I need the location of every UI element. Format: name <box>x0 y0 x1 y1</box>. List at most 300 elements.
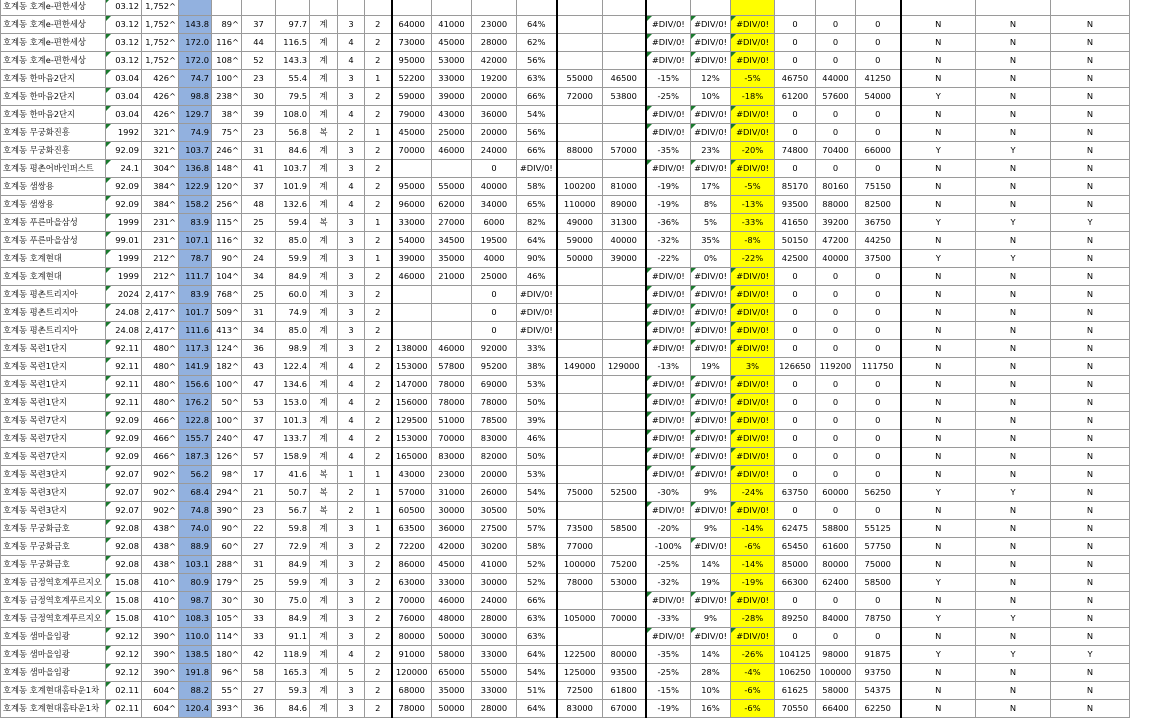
cell[interactable] <box>472 0 517 16</box>
cell[interactable]: -6% <box>731 700 775 718</box>
cell[interactable]: 호계동 샘마을임광 <box>1 646 106 664</box>
cell[interactable]: 1 <box>365 250 392 268</box>
cell[interactable]: 126^ <box>212 448 242 466</box>
cell[interactable]: 480^ <box>142 376 179 394</box>
cell[interactable]: N <box>1051 250 1130 268</box>
cell[interactable]: 0 <box>775 304 816 322</box>
cell[interactable]: 3 <box>338 520 365 538</box>
cell[interactable]: 2,417^ <box>142 286 179 304</box>
cell[interactable]: 410^ <box>142 574 179 592</box>
cell[interactable]: 0 <box>816 106 856 124</box>
cell[interactable]: 0 <box>775 286 816 304</box>
cell[interactable]: 20000 <box>472 124 517 142</box>
cell[interactable]: 74.0 <box>179 520 212 538</box>
cell[interactable]: 390^ <box>142 664 179 682</box>
cell[interactable]: N <box>976 232 1051 250</box>
cell[interactable]: 75150 <box>856 178 901 196</box>
cell[interactable] <box>392 322 432 340</box>
cell[interactable]: 28000 <box>472 610 517 628</box>
cell[interactable]: 호계동 금정역호계푸르지오 <box>1 574 106 592</box>
cell[interactable]: N <box>901 268 976 286</box>
cell[interactable]: 38% <box>517 358 557 376</box>
cell[interactable]: 49000 <box>557 214 603 232</box>
cell[interactable] <box>310 0 338 16</box>
cell[interactable]: 288^ <box>212 556 242 574</box>
cell[interactable]: 41000 <box>472 556 517 574</box>
cell[interactable]: 27500 <box>472 520 517 538</box>
cell[interactable]: N <box>901 538 976 556</box>
cell[interactable]: 0 <box>775 412 816 430</box>
cell[interactable]: #DIV/0! <box>731 430 775 448</box>
cell[interactable]: 426^ <box>142 106 179 124</box>
cell[interactable]: 31300 <box>603 214 646 232</box>
cell[interactable]: 438^ <box>142 556 179 574</box>
cell[interactable]: 70000 <box>392 142 432 160</box>
cell[interactable]: #DIV/0! <box>517 304 557 322</box>
cell[interactable]: 33000 <box>472 646 517 664</box>
cell[interactable]: 50^ <box>212 394 242 412</box>
cell[interactable]: 39% <box>517 412 557 430</box>
cell[interactable]: 44 <box>242 34 276 52</box>
cell[interactable]: N <box>901 340 976 358</box>
cell[interactable]: 64% <box>517 700 557 718</box>
cell[interactable]: 3 <box>338 286 365 304</box>
cell[interactable]: 39000 <box>432 88 472 106</box>
cell[interactable]: 0 <box>816 412 856 430</box>
cell[interactable]: 95000 <box>392 178 432 196</box>
cell[interactable]: 20000 <box>472 88 517 106</box>
cell[interactable]: 25 <box>242 286 276 304</box>
cell[interactable]: 호계동 샘마을임광 <box>1 664 106 682</box>
cell[interactable]: -8% <box>731 232 775 250</box>
cell[interactable]: 호계동 호계현대 <box>1 268 106 286</box>
cell[interactable]: 80000 <box>392 628 432 646</box>
cell[interactable]: 89250 <box>775 610 816 628</box>
cell[interactable] <box>557 322 603 340</box>
cell[interactable]: 57600 <box>816 88 856 106</box>
cell[interactable]: 03.04 <box>106 70 142 88</box>
cell[interactable]: #DIV/0! <box>731 16 775 34</box>
cell[interactable]: #DIV/0! <box>731 268 775 286</box>
cell[interactable]: 30500 <box>472 502 517 520</box>
cell[interactable]: 46000 <box>432 592 472 610</box>
cell[interactable]: 321^ <box>142 142 179 160</box>
cell[interactable]: 76000 <box>392 610 432 628</box>
cell[interactable]: 52200 <box>392 70 432 88</box>
cell[interactable]: 100000 <box>816 664 856 682</box>
cell[interactable]: 1999 <box>106 214 142 232</box>
cell[interactable]: 58 <box>242 664 276 682</box>
cell[interactable]: 604^ <box>142 682 179 700</box>
cell[interactable] <box>603 322 646 340</box>
cell[interactable]: 호계동 호계e-편한세상 <box>1 34 106 52</box>
cell[interactable]: 35000 <box>432 682 472 700</box>
cell[interactable]: 37500 <box>856 250 901 268</box>
cell[interactable]: Y <box>901 610 976 628</box>
cell[interactable]: #DIV/0! <box>646 628 691 646</box>
cell[interactable]: #DIV/0! <box>691 304 731 322</box>
cell[interactable]: -19% <box>646 700 691 718</box>
cell[interactable]: 41650 <box>775 214 816 232</box>
cell[interactable]: 93500 <box>775 196 816 214</box>
cell[interactable]: #DIV/0! <box>731 52 775 70</box>
cell[interactable]: 17 <box>242 466 276 484</box>
cell[interactable]: 84.9 <box>276 556 310 574</box>
cell[interactable]: 83.9 <box>179 286 212 304</box>
cell[interactable]: Y <box>976 250 1051 268</box>
cell[interactable]: 36 <box>242 340 276 358</box>
cell[interactable]: 계 <box>310 592 338 610</box>
cell[interactable] <box>603 106 646 124</box>
cell[interactable]: 172.0 <box>179 52 212 70</box>
cell[interactable]: 92.11 <box>106 394 142 412</box>
cell[interactable]: 466^ <box>142 430 179 448</box>
cell[interactable]: #DIV/0! <box>646 412 691 430</box>
cell[interactable] <box>603 430 646 448</box>
cell[interactable]: -13% <box>731 196 775 214</box>
cell[interactable]: 계 <box>310 250 338 268</box>
cell[interactable]: 68000 <box>392 682 432 700</box>
cell[interactable]: 56.8 <box>276 124 310 142</box>
cell[interactable]: 393^ <box>212 700 242 718</box>
cell[interactable]: 33000 <box>432 70 472 88</box>
cell[interactable]: 1 <box>338 466 365 484</box>
cell[interactable]: N <box>901 34 976 52</box>
cell[interactable]: 77000 <box>557 538 603 556</box>
cell[interactable]: 54% <box>517 664 557 682</box>
cell[interactable]: 3 <box>338 70 365 88</box>
cell[interactable]: 3 <box>338 700 365 718</box>
cell[interactable]: 93500 <box>603 664 646 682</box>
cell[interactable]: -35% <box>646 646 691 664</box>
cell[interactable]: N <box>976 520 1051 538</box>
cell[interactable] <box>603 592 646 610</box>
cell[interactable]: #DIV/0! <box>731 322 775 340</box>
cell[interactable]: 25 <box>242 574 276 592</box>
cell[interactable]: N <box>1051 538 1130 556</box>
cell[interactable]: 호계동 한마음2단지 <box>1 70 106 88</box>
cell[interactable]: Y <box>901 250 976 268</box>
cell[interactable]: 계 <box>310 520 338 538</box>
cell[interactable]: #DIV/0! <box>691 52 731 70</box>
cell[interactable]: 105^ <box>212 610 242 628</box>
cell[interactable]: 92.12 <box>106 646 142 664</box>
cell[interactable]: 33000 <box>432 574 472 592</box>
cell[interactable]: 304^ <box>142 160 179 178</box>
cell[interactable]: 92.08 <box>106 520 142 538</box>
cell[interactable]: 509^ <box>212 304 242 322</box>
cell[interactable]: N <box>901 520 976 538</box>
cell[interactable]: 0 <box>775 394 816 412</box>
cell[interactable]: 101.3 <box>276 412 310 430</box>
cell[interactable]: 74.9 <box>179 124 212 142</box>
cell[interactable]: 계 <box>310 574 338 592</box>
cell[interactable]: 84.6 <box>276 142 310 160</box>
cell[interactable]: 438^ <box>142 520 179 538</box>
cell[interactable]: 2,417^ <box>142 304 179 322</box>
cell[interactable]: 59000 <box>557 232 603 250</box>
cell[interactable]: 계 <box>310 232 338 250</box>
cell[interactable]: #DIV/0! <box>646 322 691 340</box>
cell[interactable]: 22 <box>242 520 276 538</box>
cell[interactable]: 02.11 <box>106 682 142 700</box>
cell[interactable]: 계 <box>310 376 338 394</box>
cell[interactable]: 1 <box>365 214 392 232</box>
cell[interactable] <box>432 0 472 16</box>
cell[interactable]: 62% <box>517 34 557 52</box>
cell[interactable]: 63500 <box>392 520 432 538</box>
cell[interactable]: #DIV/0! <box>691 34 731 52</box>
cell[interactable]: 902^ <box>142 484 179 502</box>
cell[interactable]: #DIV/0! <box>731 34 775 52</box>
cell[interactable]: 23 <box>242 70 276 88</box>
cell[interactable]: 39200 <box>816 214 856 232</box>
cell[interactable]: 40000 <box>816 250 856 268</box>
cell[interactable]: 60^ <box>212 538 242 556</box>
cell[interactable]: 3% <box>731 358 775 376</box>
cell[interactable]: 0 <box>856 268 901 286</box>
cell[interactable]: 계 <box>310 430 338 448</box>
cell[interactable]: #DIV/0! <box>731 394 775 412</box>
cell[interactable] <box>731 0 775 16</box>
cell[interactable]: 83000 <box>432 448 472 466</box>
cell[interactable]: 56250 <box>856 484 901 502</box>
cell[interactable]: -20% <box>646 520 691 538</box>
cell[interactable]: N <box>901 124 976 142</box>
cell[interactable]: 0 <box>816 502 856 520</box>
cell[interactable]: 158.2 <box>179 196 212 214</box>
cell[interactable]: -6% <box>731 538 775 556</box>
cell[interactable]: 45000 <box>432 556 472 574</box>
cell[interactable]: N <box>1051 520 1130 538</box>
cell[interactable]: N <box>901 664 976 682</box>
cell[interactable]: 92.12 <box>106 628 142 646</box>
cell[interactable]: N <box>1051 286 1130 304</box>
cell[interactable]: 9% <box>691 610 731 628</box>
cell[interactable]: 92.09 <box>106 448 142 466</box>
cell[interactable]: 72500 <box>557 682 603 700</box>
cell[interactable]: 120.4 <box>179 700 212 718</box>
cell[interactable]: 호계동 푸른마을삼성 <box>1 232 106 250</box>
cell[interactable]: 59.4 <box>276 214 310 232</box>
cell[interactable]: 63% <box>517 70 557 88</box>
cell[interactable]: 0 <box>472 304 517 322</box>
cell[interactable]: 2024 <box>106 286 142 304</box>
cell[interactable]: 83.9 <box>179 214 212 232</box>
cell[interactable]: 85000 <box>775 556 816 574</box>
cell[interactable]: 1 <box>365 466 392 484</box>
cell[interactable] <box>365 0 392 16</box>
cell[interactable]: 2 <box>365 376 392 394</box>
cell[interactable]: 90% <box>517 250 557 268</box>
cell[interactable]: 98.7 <box>179 592 212 610</box>
cell[interactable]: 호계동 샘마을임광 <box>1 628 106 646</box>
cell[interactable]: 108.3 <box>179 610 212 628</box>
cell[interactable]: 8% <box>691 196 731 214</box>
cell[interactable]: 147000 <box>392 376 432 394</box>
cell[interactable]: 107.1 <box>179 232 212 250</box>
cell[interactable]: 61800 <box>603 682 646 700</box>
cell[interactable]: 93750 <box>856 664 901 682</box>
cell[interactable]: 52500 <box>603 484 646 502</box>
cell[interactable]: Y <box>901 574 976 592</box>
cell[interactable] <box>557 340 603 358</box>
cell[interactable]: 53% <box>517 466 557 484</box>
cell[interactable]: 116^ <box>212 34 242 52</box>
cell[interactable]: 238^ <box>212 88 242 106</box>
cell[interactable]: 74.9 <box>276 304 310 322</box>
cell[interactable]: 148^ <box>212 160 242 178</box>
cell[interactable]: 1 <box>365 520 392 538</box>
cell[interactable]: 165000 <box>392 448 432 466</box>
cell[interactable]: 138.5 <box>179 646 212 664</box>
cell[interactable]: 75^ <box>212 124 242 142</box>
cell[interactable]: 3 <box>338 682 365 700</box>
cell[interactable]: 4 <box>338 52 365 70</box>
cell[interactable]: 4 <box>338 430 365 448</box>
cell[interactable] <box>557 448 603 466</box>
cell[interactable] <box>432 322 472 340</box>
cell[interactable]: 56.7 <box>276 502 310 520</box>
cell[interactable]: 179^ <box>212 574 242 592</box>
cell[interactable]: #DIV/0! <box>691 286 731 304</box>
cell[interactable]: 호계동 샘쌍용 <box>1 196 106 214</box>
cell[interactable]: N <box>901 160 976 178</box>
cell[interactable]: 4000 <box>472 250 517 268</box>
cell[interactable]: N <box>976 682 1051 700</box>
cell[interactable]: 0 <box>816 340 856 358</box>
cell[interactable]: 72200 <box>392 538 432 556</box>
cell[interactable]: 65450 <box>775 538 816 556</box>
cell[interactable] <box>557 502 603 520</box>
cell[interactable]: 30200 <box>472 538 517 556</box>
cell[interactable]: 390^ <box>142 646 179 664</box>
cell[interactable]: 계 <box>310 628 338 646</box>
cell[interactable]: 계 <box>310 664 338 682</box>
cell[interactable]: -14% <box>731 556 775 574</box>
cell[interactable]: 66000 <box>856 142 901 160</box>
cell[interactable]: 2 <box>365 16 392 34</box>
cell[interactable]: 호계동 목련3단지 <box>1 466 106 484</box>
cell[interactable]: 70400 <box>816 142 856 160</box>
cell[interactable]: 99.01 <box>106 232 142 250</box>
cell[interactable] <box>603 412 646 430</box>
cell[interactable]: 계 <box>310 646 338 664</box>
cell[interactable] <box>603 376 646 394</box>
cell[interactable]: 61200 <box>775 88 816 106</box>
cell[interactable] <box>557 124 603 142</box>
cell[interactable]: 2 <box>365 304 392 322</box>
cell[interactable]: N <box>976 466 1051 484</box>
cell[interactable]: 92.07 <box>106 502 142 520</box>
cell[interactable]: #DIV/0! <box>731 502 775 520</box>
cell[interactable]: 48000 <box>432 610 472 628</box>
cell[interactable]: N <box>901 556 976 574</box>
cell[interactable]: 41250 <box>856 70 901 88</box>
cell[interactable]: N <box>976 196 1051 214</box>
cell[interactable]: 50000 <box>432 628 472 646</box>
cell[interactable]: #DIV/0! <box>691 376 731 394</box>
cell[interactable]: #DIV/0! <box>691 268 731 286</box>
cell[interactable]: 92.09 <box>106 412 142 430</box>
cell[interactable]: 계 <box>310 358 338 376</box>
cell[interactable]: 58000 <box>432 646 472 664</box>
cell[interactable]: 2 <box>365 646 392 664</box>
cell[interactable]: 0 <box>816 160 856 178</box>
cell[interactable]: 39000 <box>603 250 646 268</box>
cell[interactable]: 3 <box>338 268 365 286</box>
cell[interactable]: 231^ <box>142 232 179 250</box>
cell[interactable]: 44000 <box>816 70 856 88</box>
cell[interactable]: 4 <box>338 196 365 214</box>
cell[interactable]: #DIV/0! <box>731 124 775 142</box>
cell[interactable]: 25000 <box>432 124 472 142</box>
cell[interactable]: 63000 <box>392 574 432 592</box>
cell[interactable]: 31 <box>242 304 276 322</box>
cell[interactable]: 132.6 <box>276 196 310 214</box>
cell[interactable]: 37 <box>242 16 276 34</box>
cell[interactable]: 19% <box>691 574 731 592</box>
cell[interactable]: #DIV/0! <box>731 376 775 394</box>
cell[interactable]: N <box>901 628 976 646</box>
cell[interactable]: 114^ <box>212 628 242 646</box>
cell[interactable]: N <box>976 430 1051 448</box>
cell[interactable]: N <box>901 52 976 70</box>
cell[interactable]: 54000 <box>392 232 432 250</box>
cell[interactable]: 54% <box>517 106 557 124</box>
cell[interactable]: N <box>1051 592 1130 610</box>
cell[interactable]: 88.2 <box>179 682 212 700</box>
cell[interactable] <box>392 286 432 304</box>
cell[interactable]: 2 <box>365 574 392 592</box>
cell[interactable]: 복 <box>310 124 338 142</box>
cell[interactable]: 0 <box>816 16 856 34</box>
cell[interactable]: #DIV/0! <box>517 322 557 340</box>
cell[interactable]: 4 <box>338 34 365 52</box>
cell[interactable]: 42 <box>242 646 276 664</box>
cell[interactable]: 74800 <box>775 142 816 160</box>
cell[interactable]: 59.3 <box>276 682 310 700</box>
cell[interactable]: 100200 <box>557 178 603 196</box>
cell[interactable]: 9% <box>691 520 731 538</box>
cell[interactable]: #DIV/0! <box>731 466 775 484</box>
cell[interactable]: 2 <box>365 538 392 556</box>
cell[interactable]: Y <box>976 214 1051 232</box>
cell[interactable]: 0 <box>472 160 517 178</box>
cell[interactable]: N <box>901 70 976 88</box>
cell[interactable] <box>603 52 646 70</box>
cell[interactable]: #DIV/0! <box>731 340 775 358</box>
cell[interactable]: 54375 <box>856 682 901 700</box>
cell[interactable]: 62000 <box>432 196 472 214</box>
cell[interactable]: 0 <box>856 394 901 412</box>
cell[interactable]: -13% <box>646 358 691 376</box>
cell[interactable]: #DIV/0! <box>731 304 775 322</box>
cell[interactable]: 3 <box>338 214 365 232</box>
cell[interactable]: 0 <box>816 394 856 412</box>
cell[interactable]: 호계동 호계e-편한세상 <box>1 0 106 16</box>
cell[interactable]: 4 <box>338 106 365 124</box>
cell[interactable]: 계 <box>310 34 338 52</box>
cell[interactable]: 36000 <box>432 520 472 538</box>
cell[interactable]: 복 <box>310 502 338 520</box>
cell[interactable]: 50% <box>517 448 557 466</box>
cell[interactable]: 56.2 <box>179 466 212 484</box>
cell[interactable]: 110.0 <box>179 628 212 646</box>
cell[interactable]: 902^ <box>142 502 179 520</box>
cell[interactable]: 12% <box>691 70 731 88</box>
cell[interactable]: 42500 <box>775 250 816 268</box>
